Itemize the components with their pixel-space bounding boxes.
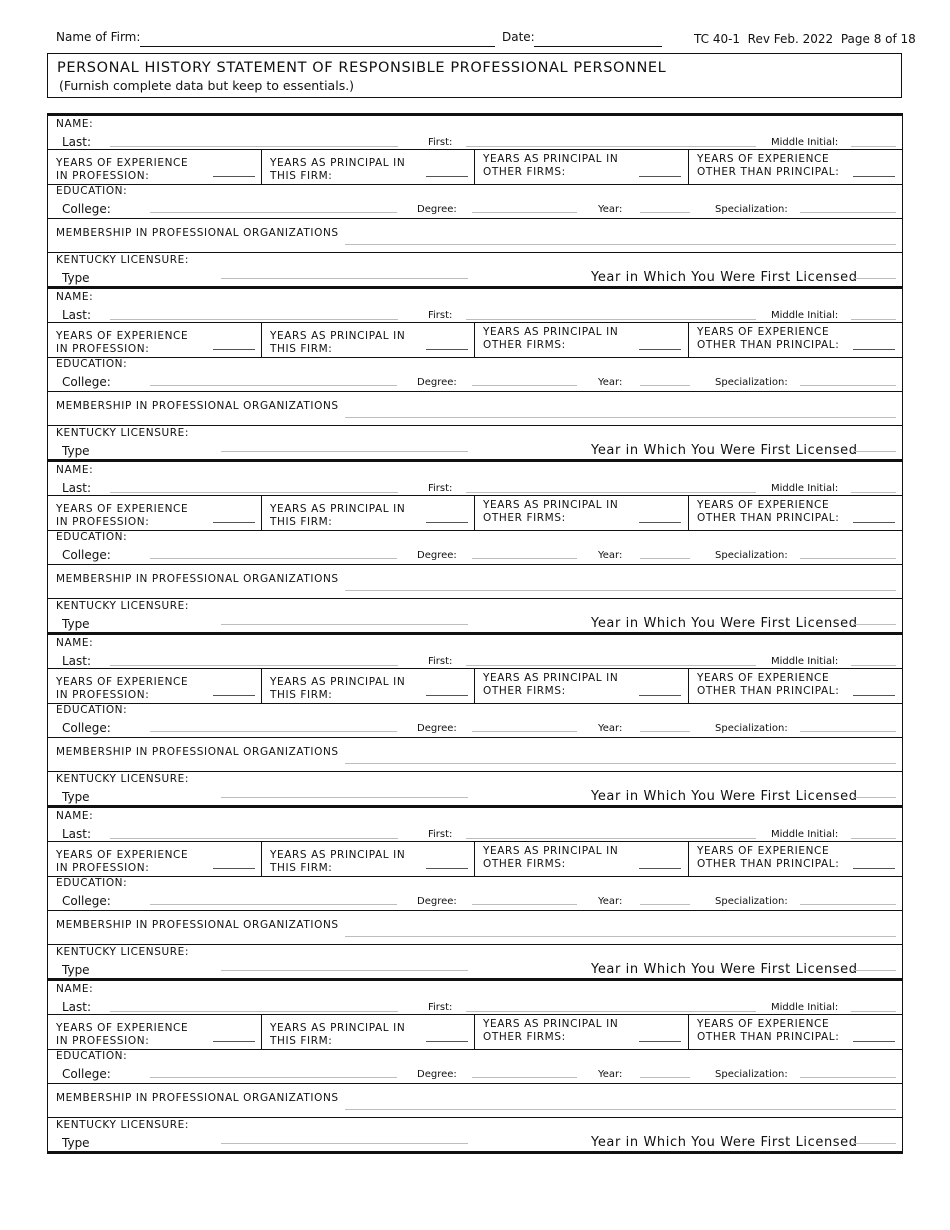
experience-other-label: YEARS OF EXPERIENCE OTHER THAN PRINCIPAL: [697, 326, 840, 351]
principal-this-firm-field[interactable] [426, 868, 468, 869]
college-field[interactable] [150, 904, 397, 905]
experience-profession-label: YEARS OF EXPERIENCE IN PROFESSION: [56, 157, 189, 182]
membership-row [48, 391, 902, 426]
degree-field[interactable] [472, 558, 577, 559]
principal-other-firms-label: YEARS AS PRINCIPAL IN OTHER FIRMS: [483, 499, 619, 524]
first-name-field[interactable] [466, 319, 756, 320]
membership-field[interactable] [345, 244, 896, 245]
college-label: College: [62, 721, 111, 735]
experience-other-field[interactable] [853, 1041, 895, 1042]
license-type-field[interactable] [221, 797, 468, 798]
experience-other-cell [688, 668, 902, 703]
specialization-label: Specialization: [715, 896, 788, 907]
principal-other-firms-cell [474, 149, 689, 184]
principal-this-firm-field[interactable] [426, 1041, 468, 1042]
experience-other-field[interactable] [853, 176, 895, 177]
experience-profession-cell [48, 322, 261, 357]
experience-other-field[interactable] [853, 868, 895, 869]
license-type-field[interactable] [221, 278, 468, 279]
name-label: NAME: [56, 291, 94, 303]
degree-field[interactable] [472, 385, 577, 386]
experience-other-field[interactable] [853, 695, 895, 696]
specialization-field[interactable] [800, 385, 896, 386]
name-row [48, 289, 902, 323]
first-licensed-field[interactable] [853, 624, 896, 625]
education-label: EDUCATION: [56, 531, 128, 543]
education-row [48, 876, 902, 911]
principal-this-firm-label: YEARS AS PRINCIPAL IN THIS FIRM: [270, 849, 406, 874]
principal-this-firm-field[interactable] [426, 695, 468, 696]
license-type-label: Type [62, 444, 90, 458]
personnel-entry-1 [47, 113, 903, 286]
year-field[interactable] [640, 385, 690, 386]
last-name-label: Last: [62, 135, 92, 149]
first-licensed-field[interactable] [853, 451, 896, 452]
experience-row [48, 149, 902, 185]
college-label: College: [62, 202, 111, 216]
first-name-field[interactable] [466, 146, 756, 147]
education-row [48, 1049, 902, 1084]
experience-profession-label: YEARS OF EXPERIENCE IN PROFESSION: [56, 849, 189, 874]
specialization-label: Specialization: [715, 204, 788, 215]
membership-row [48, 737, 902, 772]
principal-this-firm-cell [261, 322, 475, 357]
principal-this-firm-label: YEARS AS PRINCIPAL IN THIS FIRM: [270, 503, 406, 528]
specialization-field[interactable] [800, 212, 896, 213]
last-name-field[interactable] [110, 492, 398, 493]
college-label: College: [62, 894, 111, 908]
college-field[interactable] [150, 385, 397, 386]
specialization-field[interactable] [800, 904, 896, 905]
education-label: EDUCATION: [56, 1050, 128, 1062]
first-licensed-label: Year in Which You Were First Licensed [591, 616, 858, 631]
year-label: Year: [598, 896, 623, 907]
year-field[interactable] [640, 731, 690, 732]
experience-row [48, 841, 902, 877]
education-label: EDUCATION: [56, 704, 128, 716]
experience-profession-cell [48, 495, 261, 530]
experience-profession-field[interactable] [213, 868, 255, 869]
middle-initial-field[interactable] [851, 146, 896, 147]
middle-initial-field[interactable] [851, 319, 896, 320]
year-label: Year: [598, 1069, 623, 1080]
principal-other-firms-field[interactable] [639, 1041, 681, 1042]
last-name-field[interactable] [110, 319, 398, 320]
last-name-label: Last: [62, 308, 92, 322]
college-label: College: [62, 1067, 111, 1081]
principal-other-firms-field[interactable] [639, 695, 681, 696]
first-name-label: First: [428, 829, 453, 840]
middle-initial-field[interactable] [851, 838, 896, 839]
licensure-row [48, 598, 902, 632]
experience-row [48, 495, 902, 531]
name-row [48, 116, 902, 150]
title-box [47, 53, 902, 98]
college-field[interactable] [150, 212, 397, 213]
licensure-label: KENTUCKY LICENSURE: [56, 427, 190, 439]
principal-other-firms-field[interactable] [639, 349, 681, 350]
name-label: NAME: [56, 637, 94, 649]
first-licensed-label: Year in Which You Were First Licensed [591, 270, 858, 285]
year-field[interactable] [640, 904, 690, 905]
membership-field[interactable] [345, 590, 896, 591]
first-name-label: First: [428, 656, 453, 667]
experience-profession-cell [48, 149, 261, 184]
form-id: TC 40-1 Rev Feb. 2022 Page 8 of 18 [694, 32, 916, 46]
middle-initial-label: Middle Initial: [771, 137, 839, 148]
experience-other-label: YEARS OF EXPERIENCE OTHER THAN PRINCIPAL: [697, 845, 840, 870]
specialization-label: Specialization: [715, 723, 788, 734]
middle-initial-label: Middle Initial: [771, 1002, 839, 1013]
principal-other-firms-cell [474, 495, 689, 530]
licensure-label: KENTUCKY LICENSURE: [56, 1119, 190, 1131]
principal-this-firm-cell [261, 495, 475, 530]
experience-other-cell [688, 322, 902, 357]
year-field[interactable] [640, 212, 690, 213]
college-label: College: [62, 375, 111, 389]
principal-this-firm-label: YEARS AS PRINCIPAL IN THIS FIRM: [270, 157, 406, 182]
experience-profession-field[interactable] [213, 349, 255, 350]
personnel-entry-5 [47, 805, 903, 978]
first-name-field[interactable] [466, 665, 756, 666]
experience-profession-cell [48, 841, 261, 876]
name-label: NAME: [56, 118, 94, 130]
experience-other-label: YEARS OF EXPERIENCE OTHER THAN PRINCIPAL: [697, 499, 840, 524]
first-name-field[interactable] [466, 838, 756, 839]
college-field[interactable] [150, 731, 397, 732]
middle-initial-label: Middle Initial: [771, 829, 839, 840]
principal-other-firms-label: YEARS AS PRINCIPAL IN OTHER FIRMS: [483, 326, 619, 351]
first-name-field[interactable] [466, 492, 756, 493]
experience-row [48, 1014, 902, 1050]
membership-label: MEMBERSHIP IN PROFESSIONAL ORGANIZATIONS [56, 919, 339, 931]
licensure-label: KENTUCKY LICENSURE: [56, 254, 190, 266]
personnel-entry-6 [47, 978, 903, 1154]
last-name-label: Last: [62, 1000, 92, 1014]
education-row [48, 703, 902, 738]
licensure-row [48, 944, 902, 978]
last-name-field[interactable] [110, 1011, 398, 1012]
degree-label: Degree: [417, 723, 457, 734]
education-label: EDUCATION: [56, 358, 128, 370]
date-label: Date: [502, 30, 535, 44]
firm-name-label: Name of Firm: [56, 30, 141, 44]
experience-other-label: YEARS OF EXPERIENCE OTHER THAN PRINCIPAL: [697, 153, 840, 178]
membership-label: MEMBERSHIP IN PROFESSIONAL ORGANIZATIONS [56, 400, 339, 412]
specialization-field[interactable] [800, 1077, 896, 1078]
principal-this-firm-field[interactable] [426, 349, 468, 350]
licensure-label: KENTUCKY LICENSURE: [56, 773, 190, 785]
name-row [48, 981, 902, 1015]
principal-other-firms-field[interactable] [639, 522, 681, 523]
experience-profession-label: YEARS OF EXPERIENCE IN PROFESSION: [56, 503, 189, 528]
principal-other-firms-label: YEARS AS PRINCIPAL IN OTHER FIRMS: [483, 1018, 619, 1043]
name-label: NAME: [56, 983, 94, 995]
name-row [48, 808, 902, 842]
membership-row [48, 910, 902, 945]
experience-profession-cell [48, 668, 261, 703]
license-type-field[interactable] [221, 1143, 468, 1144]
college-field[interactable] [150, 1077, 397, 1078]
degree-field[interactable] [472, 1077, 577, 1078]
principal-other-firms-cell [474, 668, 689, 703]
principal-this-firm-cell [261, 149, 475, 184]
membership-field[interactable] [345, 936, 896, 937]
principal-this-firm-label: YEARS AS PRINCIPAL IN THIS FIRM: [270, 676, 406, 701]
principal-other-firms-cell [474, 1014, 689, 1049]
experience-other-cell [688, 149, 902, 184]
license-type-field[interactable] [221, 970, 468, 971]
membership-label: MEMBERSHIP IN PROFESSIONAL ORGANIZATIONS [56, 573, 339, 585]
principal-other-firms-field[interactable] [639, 176, 681, 177]
membership-field[interactable] [345, 763, 896, 764]
licensure-label: KENTUCKY LICENSURE: [56, 946, 190, 958]
first-name-field[interactable] [466, 1011, 756, 1012]
year-label: Year: [598, 204, 623, 215]
principal-other-firms-label: YEARS AS PRINCIPAL IN OTHER FIRMS: [483, 672, 619, 697]
principal-other-firms-field[interactable] [639, 868, 681, 869]
membership-label: MEMBERSHIP IN PROFESSIONAL ORGANIZATIONS [56, 227, 339, 239]
principal-this-firm-cell [261, 668, 475, 703]
membership-field[interactable] [345, 417, 896, 418]
year-label: Year: [598, 723, 623, 734]
membership-row [48, 564, 902, 599]
name-label: NAME: [56, 464, 94, 476]
experience-profession-label: YEARS OF EXPERIENCE IN PROFESSION: [56, 330, 189, 355]
middle-initial-field[interactable] [851, 665, 896, 666]
education-label: EDUCATION: [56, 877, 128, 889]
education-label: EDUCATION: [56, 185, 128, 197]
first-name-label: First: [428, 310, 453, 321]
experience-other-field[interactable] [853, 522, 895, 523]
licensure-row [48, 771, 902, 805]
experience-other-label: YEARS OF EXPERIENCE OTHER THAN PRINCIPAL: [697, 672, 840, 697]
membership-label: MEMBERSHIP IN PROFESSIONAL ORGANIZATIONS [56, 746, 339, 758]
experience-row [48, 322, 902, 358]
name-row [48, 635, 902, 669]
experience-profession-label: YEARS OF EXPERIENCE IN PROFESSION: [56, 676, 189, 701]
middle-initial-field[interactable] [851, 492, 896, 493]
first-licensed-field[interactable] [853, 1143, 896, 1144]
personnel-entry-4 [47, 632, 903, 805]
year-label: Year: [598, 550, 623, 561]
licensure-label: KENTUCKY LICENSURE: [56, 600, 190, 612]
personnel-entry-3 [47, 459, 903, 632]
year-field[interactable] [640, 1077, 690, 1078]
first-name-label: First: [428, 1002, 453, 1013]
education-row [48, 357, 902, 392]
last-name-label: Last: [62, 654, 92, 668]
name-row [48, 462, 902, 496]
last-name-label: Last: [62, 481, 92, 495]
name-label: NAME: [56, 810, 94, 822]
year-field[interactable] [640, 558, 690, 559]
degree-label: Degree: [417, 896, 457, 907]
first-licensed-field[interactable] [853, 797, 896, 798]
page-title: PERSONAL HISTORY STATEMENT OF RESPONSIBLE PROFESSIONAL PERSONNEL [57, 60, 667, 76]
principal-other-firms-label: YEARS AS PRINCIPAL IN OTHER FIRMS: [483, 153, 619, 178]
specialization-field[interactable] [800, 731, 896, 732]
middle-initial-label: Middle Initial: [771, 310, 839, 321]
middle-initial-label: Middle Initial: [771, 483, 839, 494]
experience-profession-field[interactable] [213, 522, 255, 523]
licensure-row [48, 1117, 902, 1151]
membership-field[interactable] [345, 1109, 896, 1110]
principal-other-firms-label: YEARS AS PRINCIPAL IN OTHER FIRMS: [483, 845, 619, 870]
specialization-field[interactable] [800, 558, 896, 559]
experience-other-cell [688, 1014, 902, 1049]
principal-other-firms-cell [474, 322, 689, 357]
experience-other-label: YEARS OF EXPERIENCE OTHER THAN PRINCIPAL: [697, 1018, 840, 1043]
membership-label: MEMBERSHIP IN PROFESSIONAL ORGANIZATIONS [56, 1092, 339, 1104]
license-type-label: Type [62, 271, 90, 285]
education-row [48, 530, 902, 565]
license-type-label: Type [62, 963, 90, 977]
year-label: Year: [598, 377, 623, 388]
principal-this-firm-cell [261, 1014, 475, 1049]
last-name-field[interactable] [110, 665, 398, 666]
degree-label: Degree: [417, 550, 457, 561]
first-licensed-label: Year in Which You Were First Licensed [591, 443, 858, 458]
license-type-label: Type [62, 617, 90, 631]
membership-row [48, 218, 902, 253]
college-field[interactable] [150, 558, 397, 559]
specialization-label: Specialization: [715, 377, 788, 388]
license-type-label: Type [62, 790, 90, 804]
firm-name-field[interactable] [140, 46, 495, 47]
principal-this-firm-cell [261, 841, 475, 876]
degree-field[interactable] [472, 731, 577, 732]
college-label: College: [62, 548, 111, 562]
experience-profession-field[interactable] [213, 176, 255, 177]
principal-this-firm-label: YEARS AS PRINCIPAL IN THIS FIRM: [270, 1022, 406, 1047]
principal-other-firms-cell [474, 841, 689, 876]
specialization-label: Specialization: [715, 1069, 788, 1080]
licensure-row [48, 252, 902, 286]
experience-profession-cell [48, 1014, 261, 1049]
first-licensed-label: Year in Which You Were First Licensed [591, 962, 858, 977]
experience-profession-label: YEARS OF EXPERIENCE IN PROFESSION: [56, 1022, 189, 1047]
first-licensed-label: Year in Which You Were First Licensed [591, 789, 858, 804]
degree-field[interactable] [472, 904, 577, 905]
experience-profession-field[interactable] [213, 1041, 255, 1042]
first-name-label: First: [428, 483, 453, 494]
license-type-field[interactable] [221, 624, 468, 625]
experience-other-cell [688, 841, 902, 876]
last-name-label: Last: [62, 827, 92, 841]
degree-label: Degree: [417, 204, 457, 215]
last-name-field[interactable] [110, 838, 398, 839]
licensure-row [48, 425, 902, 459]
experience-profession-field[interactable] [213, 695, 255, 696]
principal-this-firm-label: YEARS AS PRINCIPAL IN THIS FIRM: [270, 330, 406, 355]
degree-label: Degree: [417, 1069, 457, 1080]
degree-label: Degree: [417, 377, 457, 388]
first-licensed-field[interactable] [853, 970, 896, 971]
degree-field[interactable] [472, 212, 577, 213]
first-licensed-label: Year in Which You Were First Licensed [591, 1135, 858, 1150]
principal-this-firm-field[interactable] [426, 176, 468, 177]
license-type-label: Type [62, 1136, 90, 1150]
first-licensed-field[interactable] [853, 278, 896, 279]
education-row [48, 184, 902, 219]
license-type-field[interactable] [221, 451, 468, 452]
last-name-field[interactable] [110, 146, 398, 147]
principal-this-firm-field[interactable] [426, 522, 468, 523]
personnel-entry-2 [47, 286, 903, 459]
middle-initial-label: Middle Initial: [771, 656, 839, 667]
middle-initial-field[interactable] [851, 1011, 896, 1012]
experience-other-field[interactable] [853, 349, 895, 350]
specialization-label: Specialization: [715, 550, 788, 561]
date-field[interactable] [534, 46, 662, 47]
instructions: (Furnish complete data but keep to essentials.) [59, 78, 355, 93]
membership-row [48, 1083, 902, 1118]
experience-row [48, 668, 902, 704]
first-name-label: First: [428, 137, 453, 148]
experience-other-cell [688, 495, 902, 530]
